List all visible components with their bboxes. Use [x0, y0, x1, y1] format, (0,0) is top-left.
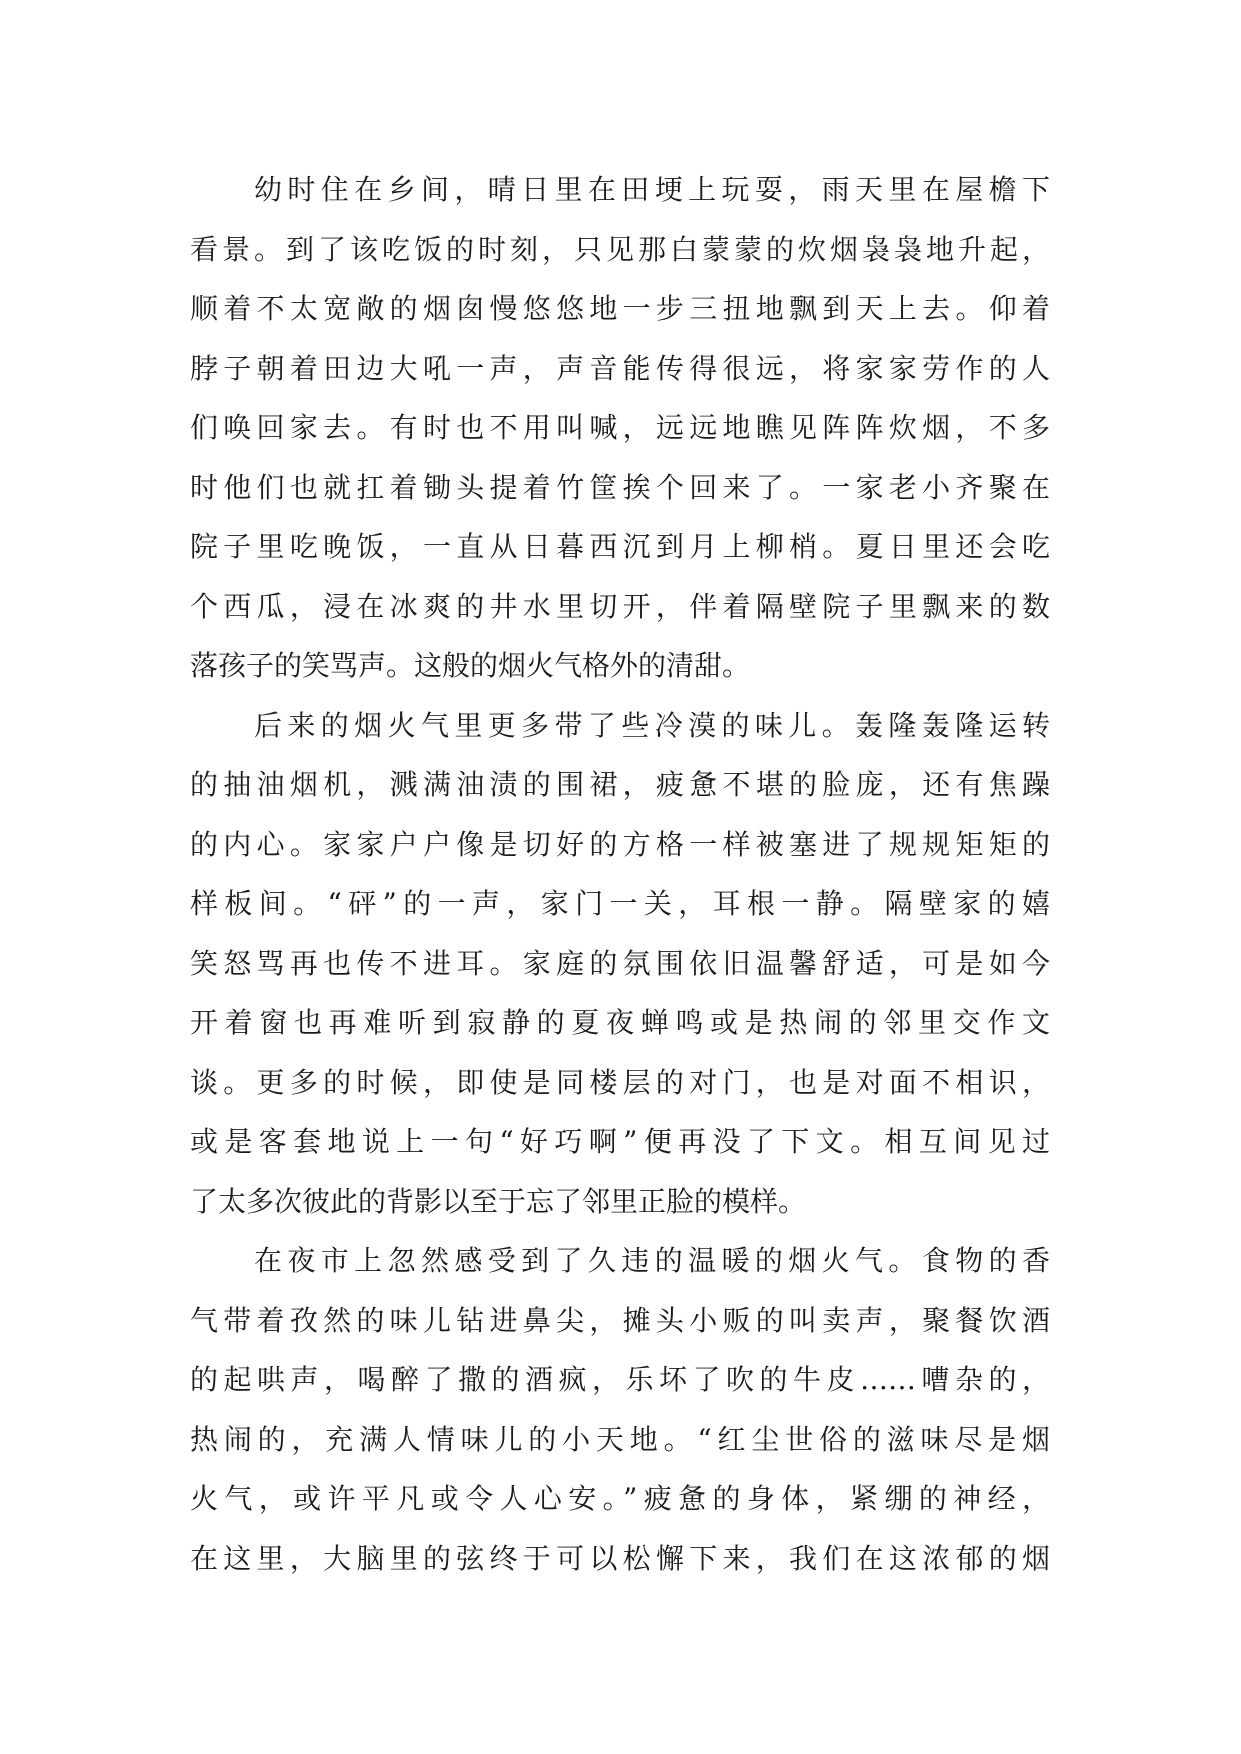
essay-body: [190, 160, 1050, 1588]
text-line: 在夜市上忽然感受到了久违的温暖的烟火气。食物的香: [254, 1244, 1050, 1277]
text-line: 或是客套地说上一句“好巧啊”便再没了下文。相互间见过: [190, 1125, 1050, 1158]
text-line: 在这里，大脑里的弦终于可以松懈下来，我们在这浓郁的烟: [190, 1541, 1050, 1575]
text-line: 看景。到了该吃饭的时刻，只见那白蒙蒙的炊烟袅袅地升起，: [190, 232, 1050, 266]
text-line: 时他们也就扛着锄头提着竹筐挨个回来了。一家老小齐聚在: [190, 470, 1050, 504]
paragraph-3: [190, 1231, 1050, 1588]
text-line: 的起哄声，喝醉了撒的酒疯，乐坏了吹的牛皮……嘈杂的，: [190, 1363, 1050, 1396]
text-line: 火气，或许平凡或令人心安。”疲惫的身体，紧绷的神经，: [190, 1482, 1050, 1515]
text-line: 热闹的，充满人情味儿的小天地。“红尘世俗的滋味尽是烟: [190, 1422, 1050, 1456]
text-line: 幼时住在乡间，晴日里在田埂上玩耍，雨天里在屋檐下: [254, 173, 1050, 206]
text-line: 后来的烟火气里更多带了些冷漠的味儿。轰隆轰隆运转: [254, 708, 1050, 742]
text-line: 院子里吃晚饭，一直从日暮西沉到月上柳梢。夏日里还会吃: [190, 530, 1050, 563]
text-line: 谈。更多的时候，即使是同楼层的对门，也是对面不相识，: [190, 1065, 1050, 1099]
text-line: 的抽油烟机，溅满油渍的围裙，疲惫不堪的脸庞，还有焦躁: [190, 768, 1050, 801]
text-line: 的内心。家家户户像是切好的方格一样被塞进了规规矩矩的: [190, 827, 1050, 861]
text-line: 们唤回家去。有时也不用叫喊，远远地瞧见阵阵炊烟，不多: [190, 411, 1050, 444]
text-line: 顺着不太宽敞的烟囱慢悠悠地一步三扭地飘到天上去。仰着: [190, 292, 1050, 325]
text-line: 样板间。“砰”的一声，家门一关，耳根一静。隔壁家的嬉: [190, 887, 1050, 920]
text-line: 笑怒骂再也传不进耳。家庭的氛围依旧温馨舒适，可是如今: [190, 946, 1050, 980]
text-line: 脖子朝着田边大吼一声，声音能传得很远，将家家劳作的人: [190, 351, 1050, 385]
text-line: 开着窗也再难听到寂静的夏夜蝉鸣或是热闹的邻里交作文: [190, 1006, 1050, 1039]
text-line: 气带着孜然的味儿钻进鼻尖，摊头小贩的叫卖声，聚餐饮酒: [190, 1303, 1050, 1337]
text-line: 个西瓜，浸在冰爽的井水里切开，伴着隔壁院子里飘来的数: [190, 589, 1050, 623]
paragraph-2: [190, 696, 1050, 1232]
text-line: 了太多次彼此的背影以至于忘了邻里正脸的模样。: [190, 1184, 807, 1218]
paragraph-1: [190, 160, 1050, 696]
text-line: 落孩子的笑骂声。这般的烟火气格外的清甜。: [190, 649, 751, 682]
